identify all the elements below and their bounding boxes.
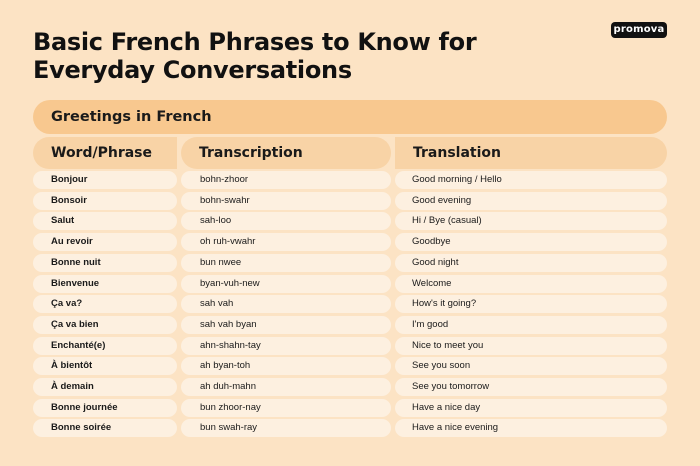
phrase-cell: Bonne journée [33, 399, 177, 417]
translation-cell: See you tomorrow [395, 378, 667, 396]
phrase-cell: Au revoir [33, 233, 177, 251]
phrase-cell: Ça va? [33, 295, 177, 313]
translation-cell: Have a nice evening [395, 419, 667, 437]
title-line-2: Everyday Conversations [33, 56, 352, 84]
section-header: Greetings in French [33, 100, 667, 134]
translation-cell: Good night [395, 254, 667, 272]
phrase-cell: À demain [33, 378, 177, 396]
transcription-cell: byan-vuh-new [181, 275, 391, 293]
translation-cell: Nice to meet you [395, 337, 667, 355]
phrase-cell: Bonne nuit [33, 254, 177, 272]
column-header-word: Word/Phrase [33, 137, 177, 169]
column-header-translation: Translation [395, 137, 667, 169]
transcription-cell: bohn-swahr [181, 192, 391, 210]
transcription-cell: oh ruh-vwahr [181, 233, 391, 251]
phrase-cell: À bientôt [33, 357, 177, 375]
phrase-cell: Ça va bien [33, 316, 177, 334]
transcription-cell: sah vah [181, 295, 391, 313]
translation-cell: Goodbye [395, 233, 667, 251]
phrase-cell: Bienvenue [33, 275, 177, 293]
page-title [33, 28, 476, 84]
translation-cell: Good evening [395, 192, 667, 210]
transcription-cell: bun zhoor-nay [181, 399, 391, 417]
transcription-cell: ahn-shahn-tay [181, 337, 391, 355]
phrase-cell: Enchanté(e) [33, 337, 177, 355]
transcription-cell: sah-loo [181, 212, 391, 230]
title-line-1: Basic French Phrases to Know for [33, 28, 477, 56]
phrase-cell: Bonjour [33, 171, 177, 189]
transcription-cell: ah duh-mahn [181, 378, 391, 396]
phrase-cell: Bonne soirée [33, 419, 177, 437]
transcription-cell: bohn-zhoor [181, 171, 391, 189]
translation-cell: How's it going? [395, 295, 667, 313]
phrase-cell: Bonsoir [33, 192, 177, 210]
translation-cell: I'm good [395, 316, 667, 334]
column-header-transcription: Transcription [181, 137, 391, 169]
transcription-cell: bun swah-ray [181, 419, 391, 437]
translation-cell: Hi / Bye (casual) [395, 212, 667, 230]
phrase-cell: Salut [33, 212, 177, 230]
transcription-cell: ah byan-toh [181, 357, 391, 375]
translation-cell: Have a nice day [395, 399, 667, 417]
transcription-cell: bun nwee [181, 254, 391, 272]
brand-logo: promova [611, 22, 667, 38]
translation-cell: Welcome [395, 275, 667, 293]
translation-cell: Good morning / Hello [395, 171, 667, 189]
transcription-cell: sah vah byan [181, 316, 391, 334]
translation-cell: See you soon [395, 357, 667, 375]
